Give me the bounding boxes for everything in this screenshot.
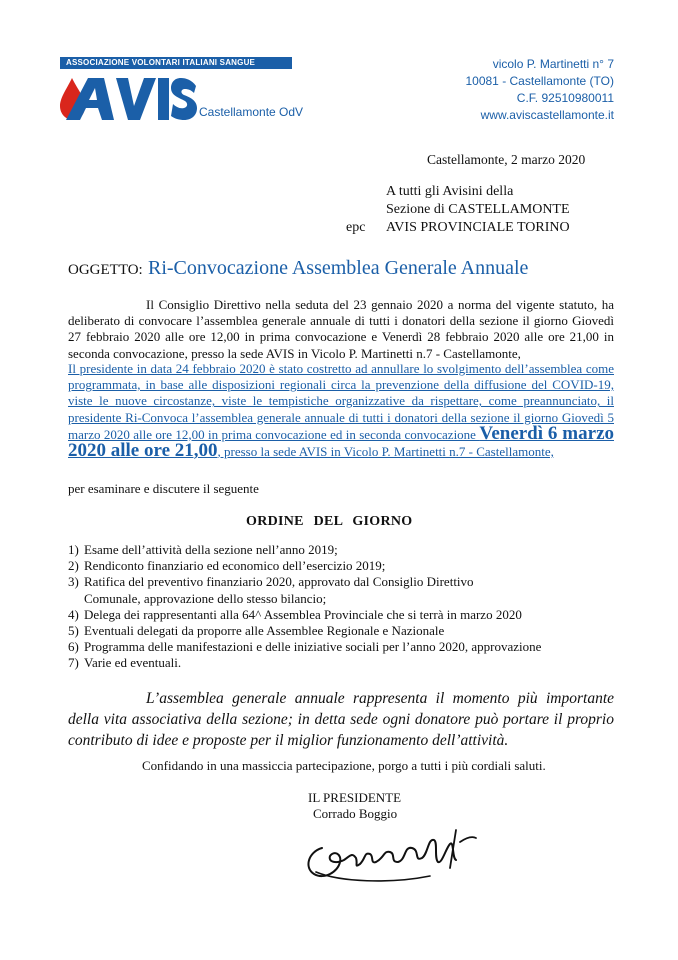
logo-subtitle: Castellamonte OdV [199,105,304,119]
reconvocation-date-highlight: Venerdì 6 marzo 2020 alle ore 21,00 [68,422,614,462]
agenda-item: 2) Rendiconto finanziario ed economico dell’esercizio 2019; [68,558,386,574]
reconvocation-location: , presso la sede AVIS in Vicolo P. Martinetti n.7 - Castellamonte, [217,444,554,460]
agenda-list [68,542,628,672]
closing-greeting: Confidando in una massiccia partecipazione, porgo a tutti i più cordiali saluti. [142,758,546,773]
agenda-item: 3) Ratifica del preventivo finanziario 2020, approvato dal Consiglio Direttivo Comunale, approvazione dello stesso bilancio; [68,574,474,606]
subject-title: Ri-Convocazione Assemblea Generale Annuale [148,257,529,279]
paragraph-convocation: Il Consiglio Direttivo nella seduta del 23 gennaio 2020 a norma del vigente statuto, ha deliberato di convocare l’assemblea generale annuale di tutti i donatori della sezione il giorno Giovedì 27 febbraio 2020 alle ore 12,00 in prima convocazione e Venerdì 28 febbraio 2020 alle ore 21,00 in seconda convocazione, presso la sede AVIS in Vicolo P. Martinetti n.7 - Castellamonte, [68,297,614,361]
address-city: 10081 - Castellamonte (TO) [465,74,614,88]
address-website[interactable]: www.aviscastellamonte.it [480,108,614,122]
agenda-item: 5) Eventuali delegati da proporre alle Assemblee Regionale e Nazionale [68,623,445,639]
closing-quote: L’assemblea generale annuale rappresenta il momento più importante della vita associativa della sezione; in detta sede ogni donatore può portare il proprio contributo di idee e proposte per il miglior funzionamento dell’attività. [68,690,614,749]
agenda-item: 1) Esame dell’attività della sezione nell’anno 2019; [68,542,338,557]
signature-title: IL PRESIDENTE [308,790,402,805]
agenda-item: 7) Varie ed eventuali. [68,655,182,671]
reconvocation-text: Il presidente in data 24 febbraio 2020 è stato costretto ad annullare lo svolgimento dell’assemblea come programmata, in base alle disposizioni regionali circa la prevenzione della diffusione del COVID-19, viste le nuove circostanze, viste le tempistiche organizzative da rispettare, come preannunciato, il presidente Ri-Convoca l’assemblea generale annuale di tutti i donatori della sezione il giorno Giovedì 5 marzo 2020 alle ore 12,00 in prima convocazione ed in seconda convocazione [68,361,614,442]
handwritten-signature [300,818,490,898]
recipient-line-1: A tutti gli Avisini della [386,184,514,199]
subject-label: OGGETTO: [68,262,143,278]
agenda-title: ORDINE DEL GIORNO [246,514,413,529]
paragraph-reconvocation [68,361,614,460]
address-cf: C.F. 92510980011 [516,91,614,105]
recipient-epc-label: epc [346,220,366,235]
paragraph-intro-agenda: per esaminare e discutere il seguente [68,481,259,496]
signature-name: Corrado Boggio [313,806,398,821]
recipient-line-3: AVIS PROVINCIALE TORINO [386,220,570,235]
letter-date: Castellamonte, 2 marzo 2020 [427,152,586,167]
org-banner: ASSOCIAZIONE VOLONTARI ITALIANI SANGUE [60,57,292,69]
agenda-item: 6) Programma delle manifestazioni e delle iniziative sociali per l’anno 2020, approvazione [68,639,542,655]
address-street: vicolo P. Martinetti n° 7 [492,57,614,71]
agenda-item: 4) Delega dei rappresentanti alla 64^ Assemblea Provinciale che si terrà in marzo 2020 [68,606,522,622]
recipient-line-2: Sezione di CASTELLAMONTE [386,202,570,217]
avis-logo [58,74,198,124]
